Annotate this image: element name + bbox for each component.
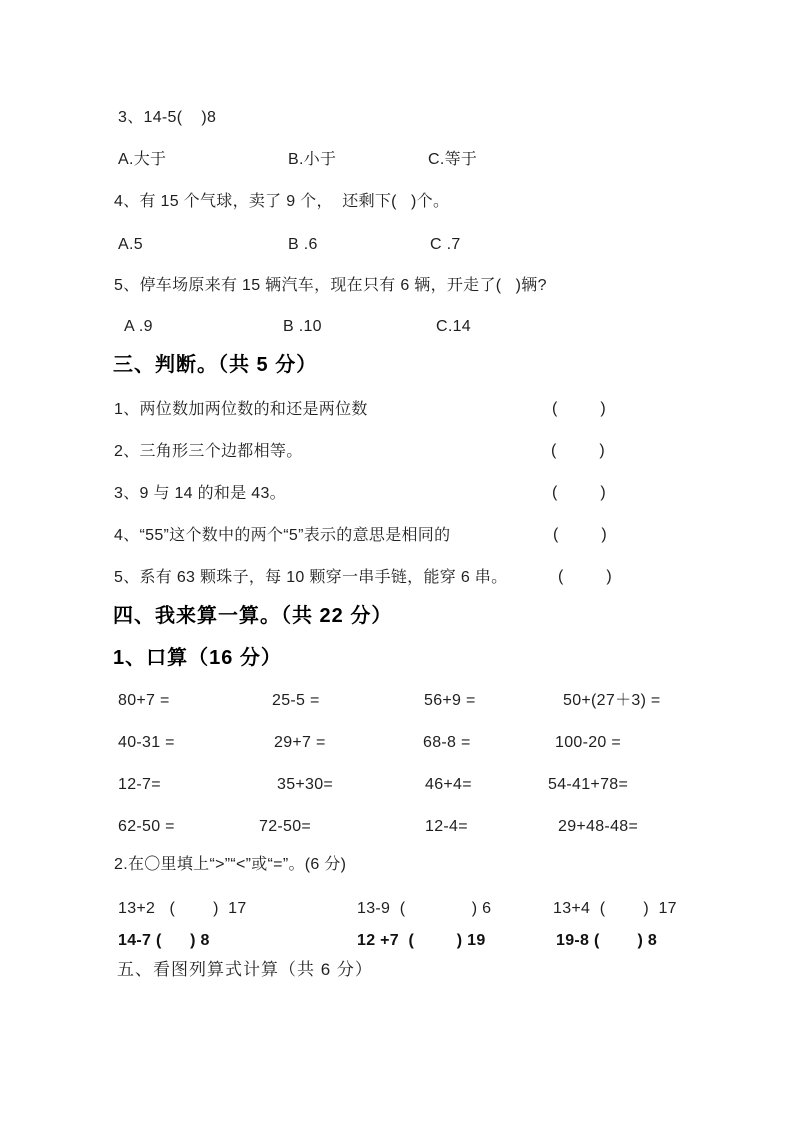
question-4-option-c: C .7 [430, 236, 461, 253]
calc-eq: 12-7= [118, 776, 161, 793]
compare-item: 13+2 ( ) 17 [118, 900, 247, 917]
judgment-item-1-text: 1、两位数加两位数的和还是两位数 [114, 401, 368, 418]
fill-instruction: 2.在〇里填上“>”“<”或“=”。(6 分) [114, 856, 347, 873]
question-4-option-a: A.5 [118, 236, 143, 253]
question-3-option-c: C.等于 [428, 151, 478, 168]
calc-eq: 100-20 = [555, 734, 622, 751]
judgment-item-2-answer-blank: ( ) [551, 442, 605, 459]
judgment-item-4-text: 4、“55”这个数中的两个“5”表示的意思是相同的 [114, 527, 451, 544]
question-4-stem: 4、有 15 个气球，卖了 9 个， 还剩下( )个。 [114, 193, 450, 210]
calc-eq: 29+48-48= [558, 818, 639, 835]
judgment-item-2-text: 2、三角形三个边都相等。 [114, 443, 303, 460]
question-3-option-a: A.大于 [118, 151, 167, 168]
question-5-option-a: A .9 [124, 318, 153, 335]
question-5-option-b: B .10 [283, 318, 322, 335]
calc-section-heading: 四、我来算一算。（共 22 分） [113, 605, 393, 627]
compare-item: 13-9 ( ) 6 [357, 900, 492, 917]
judgment-item-5-answer-blank: ( ) [558, 568, 612, 585]
judgment-section-heading: 三、判断。（共 5 分） [113, 354, 318, 376]
question-5-option-c: C.14 [436, 318, 471, 335]
calc-eq: 62-50 = [118, 818, 175, 835]
question-4-option-b: B .6 [288, 236, 318, 253]
question-3-stem: 3、14-5( )8 [118, 109, 217, 126]
calc-eq: 12-4= [425, 818, 468, 835]
judgment-item-3-text: 3、9 与 14 的和是 43。 [114, 485, 286, 502]
judgment-item-5-text: 5、系有 63 颗珠子，每 10 颗穿一串手链，能穿 6 串。 [114, 569, 508, 586]
calc-eq: 29+7 = [274, 734, 326, 751]
calc-eq: 80+7 = [118, 692, 170, 709]
question-5-stem: 5、停车场原来有 15 辆汽车，现在只有 6 辆，开走了( )辆? [114, 277, 547, 294]
calc-eq: 35+30= [277, 776, 334, 793]
calc-eq: 46+4= [425, 776, 472, 793]
calc-eq: 54-41+78= [548, 776, 629, 793]
calc-eq: 68-8 = [423, 734, 471, 751]
calc-eq: 56+9 = [424, 692, 476, 709]
compare-item: 12 +7 ( ) 19 [357, 932, 486, 949]
calc-eq: 50+(27＋3) = [563, 692, 661, 709]
judgment-item-4-answer-blank: ( ) [553, 526, 607, 543]
compare-item: 14-7 ( ) 8 [118, 932, 210, 949]
compare-item: 19-8 ( ) 8 [556, 932, 658, 949]
diagram-section-heading: 五、看图列算式计算（共 6 分） [117, 960, 373, 979]
calc-eq: 40-31 = [118, 734, 175, 751]
question-3-option-b: B.小于 [288, 151, 337, 168]
oral-calc-heading: 1、口算（16 分） [113, 647, 282, 669]
judgment-item-3-answer-blank: ( ) [552, 484, 606, 501]
calc-eq: 72-50= [259, 818, 312, 835]
judgment-item-1-answer-blank: ( ) [552, 400, 606, 417]
calc-eq: 25-5 = [272, 692, 320, 709]
compare-item: 13+4 ( ) 17 [553, 900, 677, 917]
